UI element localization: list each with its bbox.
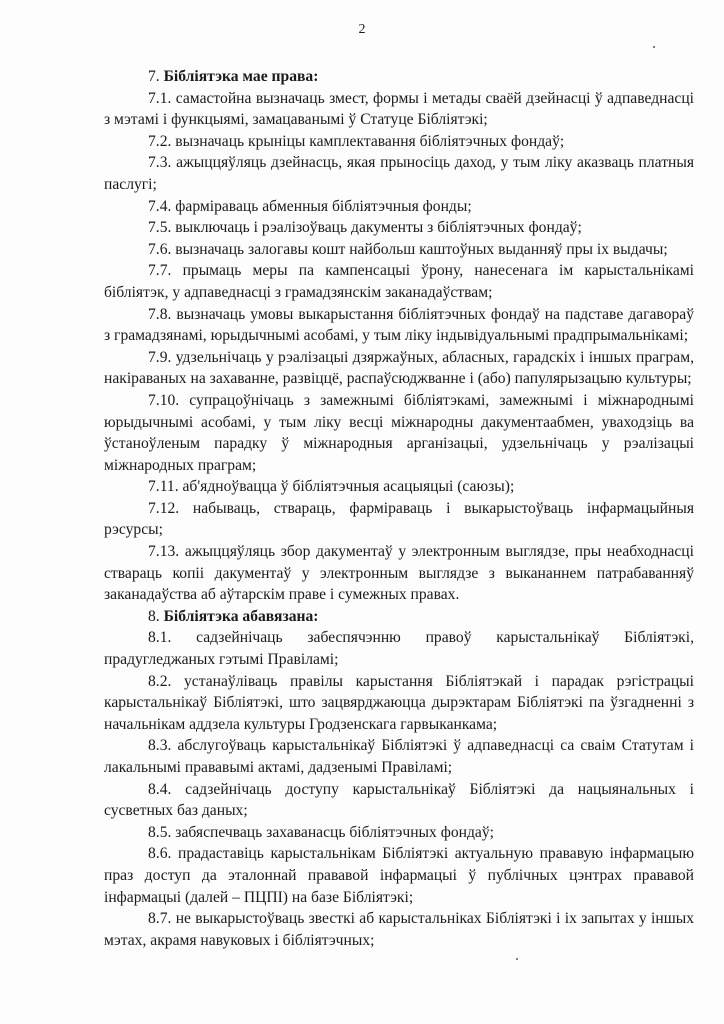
paragraph-7-1: 7.1. самастойна вызначаць змест, формы і метады сваёй дзейнасці ў адпаведнасці з мэтамі і функцыямі, замацаванымі ў Статуце Бібліятэкі; bbox=[104, 89, 694, 129]
section-heading-8 bbox=[104, 606, 694, 628]
paragraph-7-10: 7.10. супрацоўнічаць з замежнымі бібліятэкамі, замежнымі і міжнароднымі юрыдычнымі асобамі, у тым ліку весці міжнародны дакументаабмен, уваходзіць ва ўстаноўленым парадку ў міжнародныя арганізацыі, удзельнічаць у рэалізацыі міжнародных праграм; bbox=[104, 391, 694, 474]
paragraph-8-6: 8.6. прадаставіць карыстальнікам Бібліятэкі актуальную прававую інфармацыю праз доступ да эталоннай прававой інфармацыі ў публічных цэнтрах прававой інфармацыі (далей – ПЦПІ) на базе Бібліятэкі; bbox=[104, 845, 694, 906]
section-number: 7. bbox=[148, 68, 160, 85]
scan-speck bbox=[516, 958, 518, 960]
paragraph-7-12: 7.12. набываць, ствараць, фарміраваць і выкарыстоўваць інфармацыйныя рэсурсы; bbox=[104, 499, 694, 539]
paragraph-7-4: 7.4. фарміраваць абменныя бібліятэчныя фонды; bbox=[148, 197, 472, 215]
scan-speck bbox=[653, 46, 655, 48]
document-body bbox=[104, 66, 694, 951]
section-title: Бібліятэка абавязана: bbox=[163, 607, 319, 625]
section-number: 8. bbox=[148, 607, 160, 625]
paragraph-7-13: 7.13. ажыццяўляць збор дакументаў у электронным выглядзе, пры неабходнасці ствараць копіі дакументаў у электронным выглядзе з выкананнем патрабаванняў заканадаўства аб аўтарскім праве і сумежных правах. bbox=[104, 543, 694, 604]
paragraph-7-8: 7.8. вызначаць умовы выкарыстання бібліятэчных фондаў на падставе дагавораў з грамадзянамі, юрыдычнымі асобамі, у тым ліку індывідуальнымі прадпрымальнікамі; bbox=[104, 305, 694, 345]
paragraph-8-3: 8.3. абслугоўваць карыстальнікаў Бібліятэкі ў адпаведнасці са сваім Статутам і лакальнымі прававымі актамі, дадзенымі Правіламі; bbox=[104, 737, 694, 776]
page-number: 2 bbox=[358, 22, 366, 37]
paragraph-7-5: 7.5. выключаць і рэалізоўваць дакументы з бібліятэчных фондаў; bbox=[148, 219, 582, 237]
paragraph-7-9: 7.9. удзельнічаць у рэалізацыі дзяржаўных, абласных, гарадскіх і іншых праграм, накіраваных на захаванне, развіццё, распаўсюджванне і (або) папулярызацыю культуры; bbox=[104, 348, 694, 388]
paragraph-8-2: 8.2. устанаўліваць правілы карыстання Бібліятэкай і парадак рэгістрацыі карыстальнікаў Бібліятэкі, што зацвярджаюцца дырэктарам Бібліятэкі па ўзгадненні з начальнікам аддзела культуры Гродзенскага гарвыканкама; bbox=[104, 672, 694, 733]
section-title: Бібліятэка мае права: bbox=[163, 68, 319, 85]
paragraph-8-7: 8.7. не выкарыстоўваць звесткі аб карыстальніках Бібліятэкі і іх запытах у іншых мэтах, акрамя навуковых і бібліятэчных; bbox=[104, 910, 694, 949]
paragraph-7-11: 7.11. аб'ядноўвацца ў бібліятэчныя асацыяцыі (саюзы); bbox=[148, 478, 515, 496]
paragraph-8-4: 8.4. садзейнічаць доступу карыстальнікаў Бібліятэкі да нацыянальных і сусветных баз даных; bbox=[104, 780, 694, 820]
paragraph-7-6: 7.6. вызначаць залогавы кошт найбольш каштоўных выданняў пры іх выдачы; bbox=[148, 240, 668, 258]
section-heading-7 bbox=[104, 66, 694, 88]
paragraph-7-2: 7.2. вызначаць крыніцы камплектавання бібліятэчных фондаў; bbox=[148, 132, 565, 150]
paragraph-8-1: 8.1. садзейнічаць забеспячэнню правоў карыстальнікаў Бібліятэкі, прадугледжаных гэтымі Правіламі; bbox=[104, 629, 694, 669]
paragraph-7-7: 7.7. прымаць меры па кампенсацыі ўрону, нанесенага ім карыстальнікамі бібліятэк, у адпаведнасці з грамадзянскім заканадаўствам; bbox=[104, 262, 694, 301]
paragraph-8-5: 8.5. забяспечваць захаванасць бібліятэчных фондаў; bbox=[148, 823, 494, 841]
paragraph-7-3: 7.3. ажыццяўляць дзейнасць, якая прыносіць даход, у тым ліку аказваць платныя паслугі; bbox=[104, 154, 694, 193]
